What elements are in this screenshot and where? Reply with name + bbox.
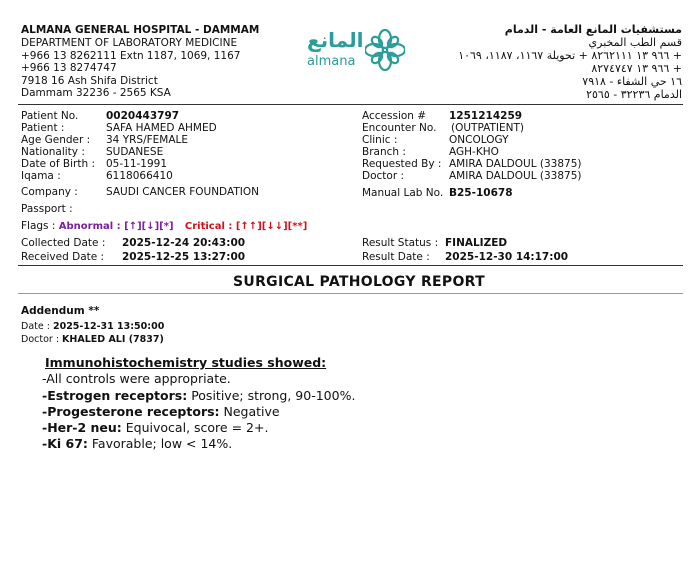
addendum-date-label: Date : bbox=[21, 321, 50, 332]
addendum-doctor-value: KHALED ALI (7837) bbox=[62, 334, 164, 345]
clinic-value: ONCOLOGY bbox=[449, 134, 509, 146]
her2-label: -Her-2 neu: bbox=[42, 420, 122, 435]
hospital-address-1: 7918 16 Ash Shifa District bbox=[21, 75, 158, 87]
critical-flags: Critical : [↑↑][↓↓][**] bbox=[184, 221, 308, 232]
ki67-line bbox=[42, 436, 232, 453]
hospital-address-2: Dammam 32236 - 2565 KSA bbox=[21, 87, 171, 99]
dob-label: Date of Birth : bbox=[21, 158, 95, 170]
received-date-value: 2025-12-25 13:27:00 bbox=[122, 251, 246, 263]
progesterone-value: Negative bbox=[219, 404, 280, 419]
branch-value: AGH-KHO bbox=[449, 146, 499, 158]
company-value: SAUDI CANCER FOUNDATION bbox=[106, 186, 259, 198]
hospital-address-1-arabic: ١٦ حي الشفاء - ٧٩١٨ bbox=[582, 75, 682, 88]
age-gender-value: 34 YRS/FEMALE bbox=[106, 134, 189, 146]
accession-label: Accession # bbox=[362, 110, 427, 122]
estrogen-value: Positive; strong, 90-100%. bbox=[187, 388, 356, 403]
ihc-heading: Immunohistochemistry studies showed: bbox=[45, 355, 327, 370]
progesterone-label: -Progesterone receptors: bbox=[42, 404, 220, 419]
abnormal-flags: Abnormal : [↑][↓][*] bbox=[58, 221, 174, 232]
hospital-phone-1-arabic: + ٩٦٦ ١٣ ٨٢٦٢١١١ + تحويلة ١١٦٧، ١١٨٧، ١٠٦٩ bbox=[458, 49, 682, 62]
hospital-name: ALMANA GENERAL HOSPITAL - DAMMAM bbox=[21, 24, 260, 36]
logo-english-text: almana bbox=[307, 54, 356, 69]
addendum-doctor-label: Doctor : bbox=[21, 334, 60, 345]
dates-divider bbox=[18, 265, 683, 266]
ki67-label: -Ki 67: bbox=[42, 436, 88, 451]
estrogen-line bbox=[42, 388, 355, 405]
iqama-value: 6118066410 bbox=[106, 170, 173, 182]
her2-value: Equivocal, score = 2+. bbox=[121, 420, 269, 435]
result-date-label: Result Date : bbox=[362, 251, 430, 263]
ki67-value: Favorable; low < 14%. bbox=[87, 436, 233, 451]
result-status-value: FINALIZED bbox=[445, 237, 508, 249]
result-date-value: 2025-12-30 14:17:00 bbox=[445, 251, 569, 263]
manual-lab-value: B25-10678 bbox=[449, 187, 513, 199]
her2-line bbox=[42, 420, 268, 437]
received-date-label: Received Date : bbox=[21, 251, 105, 263]
age-gender-label: Age Gender : bbox=[21, 134, 91, 146]
logo-arabic-text: المانع bbox=[307, 28, 364, 52]
nationality-value: SUDANESE bbox=[106, 146, 164, 158]
hospital-phone-1: +966 13 8262111 Extn 1187, 1069, 1167 bbox=[21, 50, 241, 62]
manual-lab-label: Manual Lab No. bbox=[362, 187, 444, 199]
passport-label: Passport : bbox=[21, 203, 73, 215]
hospital-phone-2: +966 13 8274747 bbox=[21, 62, 117, 74]
hospital-phone-2-arabic: + ٩٦٦ ١٣ ٨٢٧٤٧٤٧ bbox=[591, 62, 682, 75]
patient-no-label: Patient No. bbox=[21, 110, 79, 122]
almana-logo bbox=[305, 26, 405, 74]
requested-by-value: AMIRA DALDOUL (33875) bbox=[449, 158, 582, 170]
collected-date-label: Collected Date : bbox=[21, 237, 106, 249]
department-name: DEPARTMENT OF LABORATORY MEDICINE bbox=[21, 37, 238, 49]
doctor-value: AMIRA DALDOUL (33875) bbox=[449, 170, 582, 182]
result-status-label: Result Status : bbox=[362, 237, 439, 249]
nationality-label: Nationality : bbox=[21, 146, 85, 158]
report-title: SURGICAL PATHOLOGY REPORT bbox=[233, 274, 485, 290]
accession-value: 1251214259 bbox=[449, 110, 523, 122]
company-label: Company : bbox=[21, 186, 78, 198]
patient-name-value: SAFA HAMED AHMED bbox=[106, 122, 217, 134]
addendum-doctor bbox=[21, 334, 164, 345]
addendum-label: Addendum ** bbox=[21, 305, 100, 317]
encounter-value: (OUTPATIENT) bbox=[451, 122, 524, 134]
collected-date-value: 2025-12-24 20:43:00 bbox=[122, 237, 246, 249]
department-name-arabic: قسم الطب المخبري bbox=[588, 36, 682, 49]
header-divider bbox=[18, 104, 683, 105]
title-divider bbox=[18, 293, 683, 294]
patient-label: Patient : bbox=[21, 122, 65, 134]
doctor-label: Doctor : bbox=[362, 170, 405, 182]
encounter-label: Encounter No. bbox=[362, 122, 437, 134]
flower-logo-icon bbox=[365, 28, 405, 72]
flags-label: Flags : bbox=[21, 220, 56, 232]
progesterone-line bbox=[42, 404, 280, 421]
flags-row bbox=[21, 220, 307, 232]
requested-by-label: Requested By : bbox=[362, 158, 442, 170]
branch-label: Branch : bbox=[362, 146, 406, 158]
controls-line: -All controls were appropriate. bbox=[42, 371, 231, 386]
estrogen-label: -Estrogen receptors: bbox=[42, 388, 188, 403]
dob-value: 05-11-1991 bbox=[106, 158, 168, 170]
clinic-label: Clinic : bbox=[362, 134, 398, 146]
addendum-date-value: 2025-12-31 13:50:00 bbox=[52, 321, 165, 332]
hospital-address-2-arabic: الدمام ٣٢٢٣٦ - ٢٥٦٥ bbox=[586, 88, 682, 101]
addendum-date bbox=[21, 321, 164, 332]
patient-no-value: 0020443797 bbox=[106, 110, 180, 122]
hospital-name-arabic: مستشفيات المانع العامة - الدمام bbox=[504, 23, 682, 36]
iqama-label: Iqama : bbox=[21, 170, 61, 182]
